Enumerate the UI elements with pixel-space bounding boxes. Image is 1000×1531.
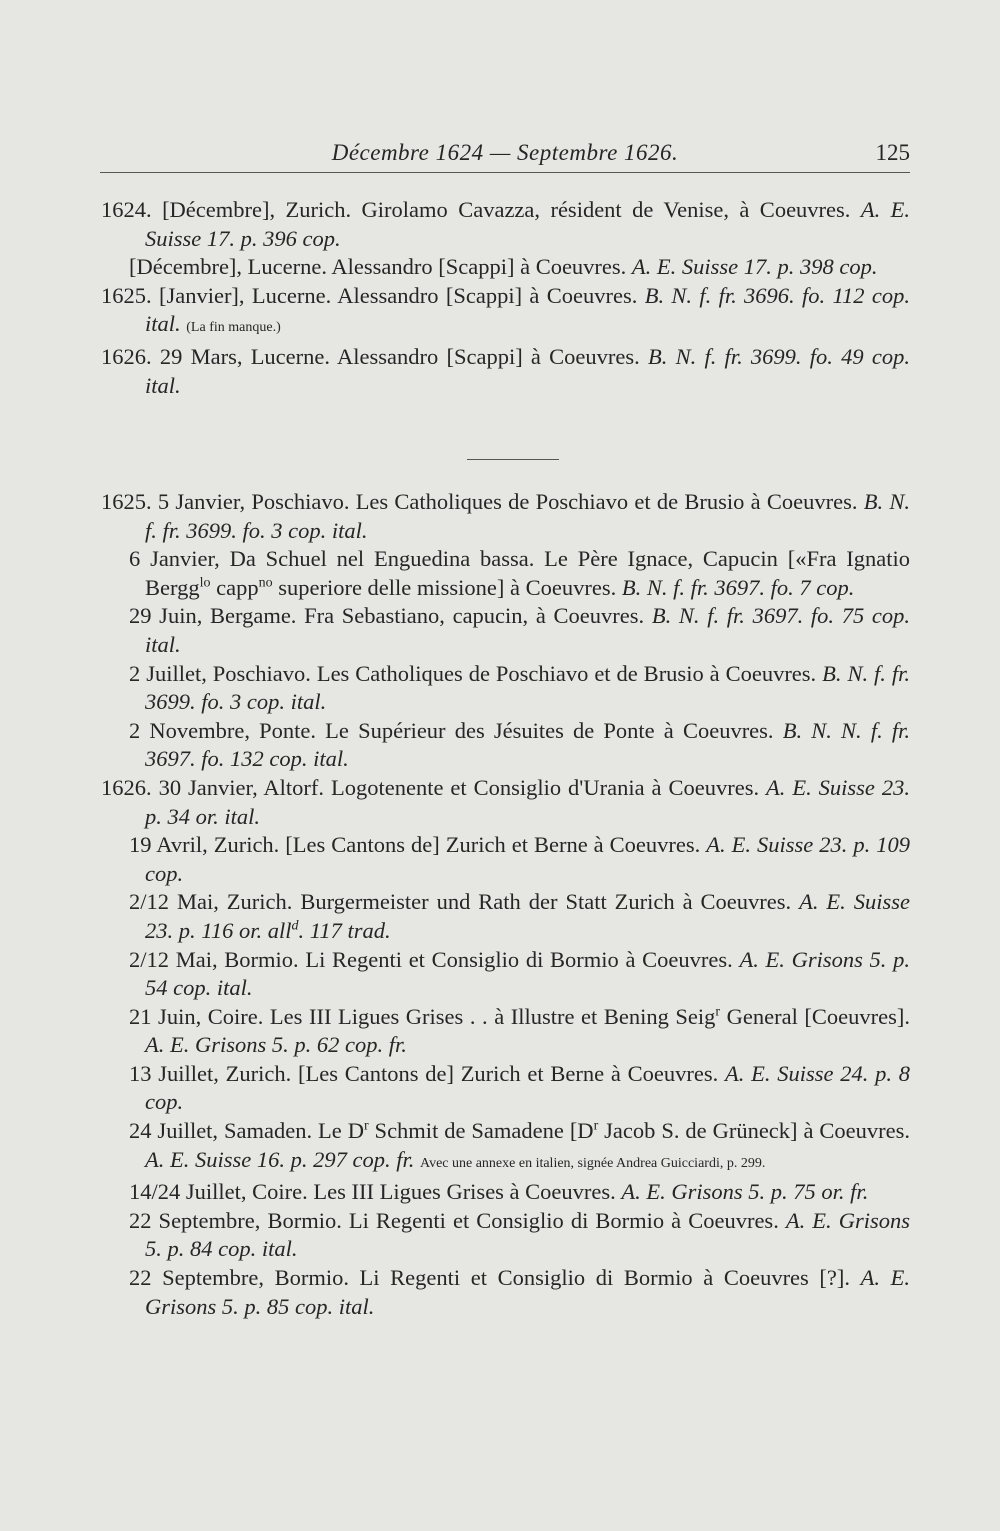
document-entry [101, 602, 910, 659]
entry-reference: A. E. Suisse 23. p. 116 or. all [145, 889, 911, 943]
entry-reference: A. E. Grisons 5. p. 84 cop. ital. [145, 1207, 911, 1262]
entry-note: (La fin manque.) [186, 320, 281, 336]
document-entry [101, 253, 910, 282]
header-rule [100, 172, 910, 173]
entry-reference: A. E. Grisons 5. p. 85 cop. ital. [145, 1265, 910, 1319]
entry-text: Schmit de Samadene [D [368, 1118, 594, 1144]
entry-text: capp [210, 574, 259, 600]
entry-year: 1625. [101, 282, 152, 308]
entry-text: 5 Janvier, Poschiavo. Les Catholiques de Poschiavo et de Brusio à Coeuvres. [157, 489, 858, 514]
document-entry [101, 831, 910, 888]
entry-note: Avec une annexe en italien, signée Andrea Guicciardi, p. 299. [420, 1155, 766, 1171]
entry-reference: B. N. f. fr. 3696. fo. 112 cop. ital. [145, 282, 911, 337]
entry-text: 13 Juillet, Zurich. [Les Cantons de] Zurich et Berne à Coeuvres. [129, 1060, 719, 1086]
entry-text: 22 Septembre, Bormio. Li Regenti et Consiglio di Bormio à Coeuvres. [129, 1207, 779, 1233]
entry-text: 29 Mars, Lucerne. Alessandro [Scappi] à Coeuvres. [159, 343, 640, 369]
entry-text: 2 Juillet, Poschiavo. Les Catholiques de Poschiavo et de Brusio à Coeuvres. [129, 660, 817, 686]
entry-reference: A. E. Suisse 24. p. 8 cop. [145, 1060, 910, 1115]
entry-reference: A. E. Suisse 16. p. 297 cop. fr. [145, 1146, 415, 1172]
document-entry [101, 1117, 910, 1178]
entry-reference: B. N. f. fr. 3697. fo. 7 cop. [621, 574, 855, 600]
document-entry [101, 282, 910, 343]
entry-text: 2/12 Mai, Zurich. Burgermeister und Rath der Statt Zurich à Coeuvres. [129, 889, 792, 915]
entry-year: 1626. [101, 343, 152, 369]
entry-text: [Janvier], Lucerne. Alessandro [Scappi] à Coeuvres. [158, 282, 638, 308]
superscript: lo [199, 575, 211, 591]
entries-block-2 [101, 488, 910, 1321]
entry-reference: A. E. Grisons 5. p. 62 cop. fr. [145, 1032, 407, 1058]
entry-reference: . 117 trad. [298, 917, 391, 943]
entry-text: [Décembre], Zurich. Girolamo Cavazza, résident de Venise, à Coeuvres. [162, 197, 851, 222]
entry-reference: A. E. Suisse 17. p. 396 cop. [145, 197, 911, 251]
document-entry [101, 774, 910, 831]
entry-text: 19 Avril, Zurich. [Les Cantons de] Zurich et Berne à Coeuvres. [129, 832, 701, 858]
document-entry [101, 1207, 910, 1264]
document-entry [101, 1003, 910, 1060]
entry-year: 1626. [101, 774, 152, 800]
entry-reference: B. N. f. fr. 3699. fo. 3 cop. ital. [145, 489, 910, 543]
entry-text: 29 Juin, Bergame. Fra Sebastiano, capucin, à Coeuvres. [129, 603, 645, 629]
entry-reference: A. E. Suisse 17. p. 398 cop. [631, 254, 878, 280]
page-number: 125 [875, 140, 910, 165]
document-entry [101, 717, 910, 774]
document-entry [101, 488, 910, 545]
document-entry [101, 1178, 910, 1207]
entry-text: 14/24 Juillet, Coire. Les III Ligues Grises à Coeuvres. [129, 1179, 616, 1205]
section-separator [467, 459, 559, 460]
entry-text: Jacob S. de Grüneck] à Coeuvres. [598, 1118, 910, 1144]
entry-text: 2/12 Mai, Bormio. Li Regenti et Consiglio di Bormio à Coeuvres. [129, 946, 733, 972]
entry-text: superiore delle missione] à Coeuvres. [272, 574, 617, 600]
page-title: Décembre 1624 — Septembre 1626. [331, 140, 679, 165]
document-entry [101, 196, 910, 253]
entry-text: 6 Janvier, Da Schuel nel Enguedina bassa. Le Père Ignace, Capucin [«Fra Ignatio Bergg [129, 546, 910, 600]
entry-year: 1625. [101, 489, 152, 514]
entries-block-1 [101, 196, 910, 400]
entry-reference: B. N. N. f. fr. 3697. fo. 132 cop. ital. [145, 717, 910, 772]
document-entry [101, 343, 910, 400]
superscript: d [291, 918, 299, 934]
entry-year: 1624. [101, 197, 152, 222]
entry-reference: A. E. Suisse 23. p. 34 or. ital. [145, 774, 910, 829]
entry-reference: A. E. Suisse 23. p. 109 cop. [145, 832, 910, 886]
entry-reference: B. N. f. fr. 3699. fo. 49 cop. ital. [145, 343, 910, 398]
entry-text: 24 Juillet, Samaden. Le D [129, 1118, 364, 1144]
document-entry [101, 660, 910, 717]
document-entry [101, 1060, 910, 1117]
entry-reference: A. E. Grisons 5. p. 54 cop. ital. [145, 946, 910, 1001]
entry-reference: A. E. Grisons 5. p. 75 or. fr. [621, 1179, 869, 1205]
document-entry [101, 946, 910, 1003]
entry-reference: B. N. f. fr. 3699. fo. 3 cop. ital. [145, 660, 910, 715]
document-entry [101, 545, 910, 602]
entry-reference: B. N. f. fr. 3697. fo. 75 cop. ital. [145, 603, 910, 657]
superscript: no [258, 575, 273, 591]
superscript: r [593, 1118, 599, 1134]
entry-text: 2 Novembre, Ponte. Le Supérieur des Jésuites de Ponte à Coeuvres. [129, 717, 774, 743]
entry-text: 22 Septembre, Bormio. Li Regenti et Consiglio di Bormio à Coeuvres [?]. [129, 1265, 851, 1291]
entry-text: [Décembre], Lucerne. Alessandro [Scappi] à Coeuvres. [129, 254, 627, 280]
superscript: r [715, 1004, 721, 1020]
document-entry [101, 888, 910, 945]
document-entry [101, 1264, 910, 1321]
entry-text: 21 Juin, Coire. Les III Ligues Grises . . à Illustre et Bening Seig [129, 1003, 716, 1029]
entry-text: 30 Janvier, Altorf. Logotenente et Consiglio d'Urania à Coeuvres. [158, 774, 760, 800]
entry-text: General [Coeuvres]. [720, 1003, 910, 1029]
superscript: r [363, 1118, 369, 1134]
running-head [0, 140, 1000, 174]
